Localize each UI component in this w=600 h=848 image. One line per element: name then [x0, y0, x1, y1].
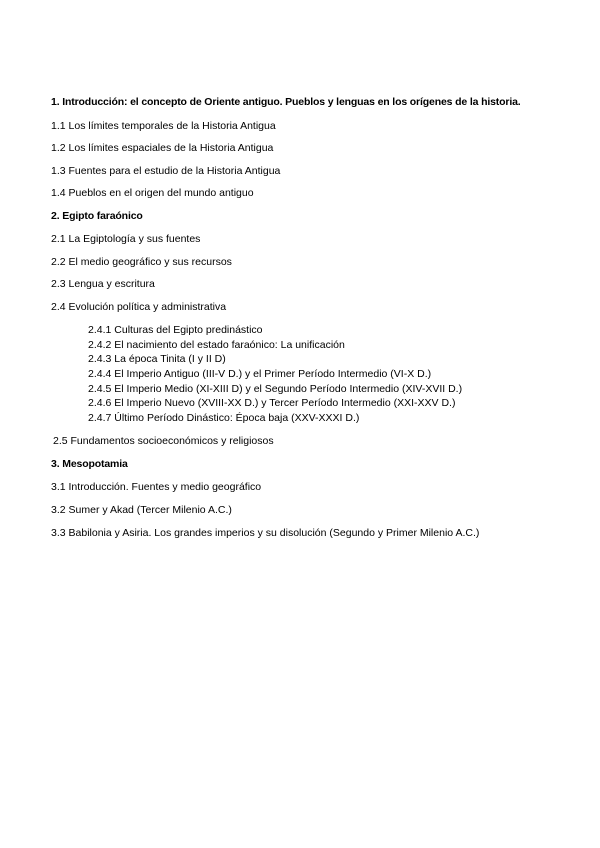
- list-subitem-2-4-6: 2.4.6 El Imperio Nuevo (XVIII-XX D.) y Tercer Período Intermedio (XXI-XXV D.): [88, 397, 456, 409]
- list-subitem-2-4-7: 2.4.7 Último Período Dinástico: Época baja (XXV-XXXI D.): [88, 412, 360, 424]
- list-subitem-2-4-1: 2.4.1 Culturas del Egipto predinástico: [88, 324, 263, 336]
- list-item-2-3: 2.3 Lengua y escritura: [51, 278, 155, 290]
- list-item-2-4: 2.4 Evolución política y administrativa: [51, 301, 227, 313]
- list-subitem-2-4-2: 2.4.2 El nacimiento del estado faraónico: La unificación: [88, 339, 345, 351]
- list-subitem-2-4-4: 2.4.4 El Imperio Antiguo (III-V D.) y el Primer Período Intermedio (VI-X D.): [88, 368, 432, 380]
- list-item-2-1: 2.1 La Egiptología y sus fuentes: [51, 233, 201, 245]
- list-item-3-1: 3.1 Introducción. Fuentes y medio geográfico: [51, 481, 262, 493]
- list-item-2-2: 2.2 El medio geográfico y sus recursos: [51, 256, 232, 268]
- section-1-heading: 1. Introducción: el concepto de Oriente antiguo. Pueblos y lenguas en los orígenes de la historia.: [51, 96, 521, 108]
- list-subitem-2-4-3: 2.4.3 La época Tinita (I y II D): [88, 353, 226, 365]
- list-item-3-3: 3.3 Babilonia y Asiria. Los grandes imperios y su disolución (Segundo y Primer Milenio A.C.): [51, 527, 480, 539]
- list-item-1-4: 1.4 Pueblos en el origen del mundo antiguo: [51, 187, 254, 199]
- list-item-2-5: 2.5 Fundamentos socioeconómicos y religiosos: [53, 435, 274, 447]
- list-item-1-2: 1.2 Los límites espaciales de la Historia Antigua: [51, 142, 274, 154]
- list-item-3-2: 3.2 Sumer y Akad (Tercer Milenio A.C.): [51, 504, 232, 516]
- section-3-heading: 3. Mesopotamia: [51, 458, 128, 470]
- section-2-heading: 2. Egipto faraónico: [51, 210, 143, 222]
- list-item-1-1: 1.1 Los límites temporales de la Historia Antigua: [51, 120, 276, 132]
- list-item-1-3: 1.3 Fuentes para el estudio de la Historia Antigua: [51, 165, 281, 177]
- list-subitem-2-4-5: 2.4.5 El Imperio Medio (XI-XIII D) y el Segundo Período Intermedio (XIV-XVII D.): [88, 383, 463, 395]
